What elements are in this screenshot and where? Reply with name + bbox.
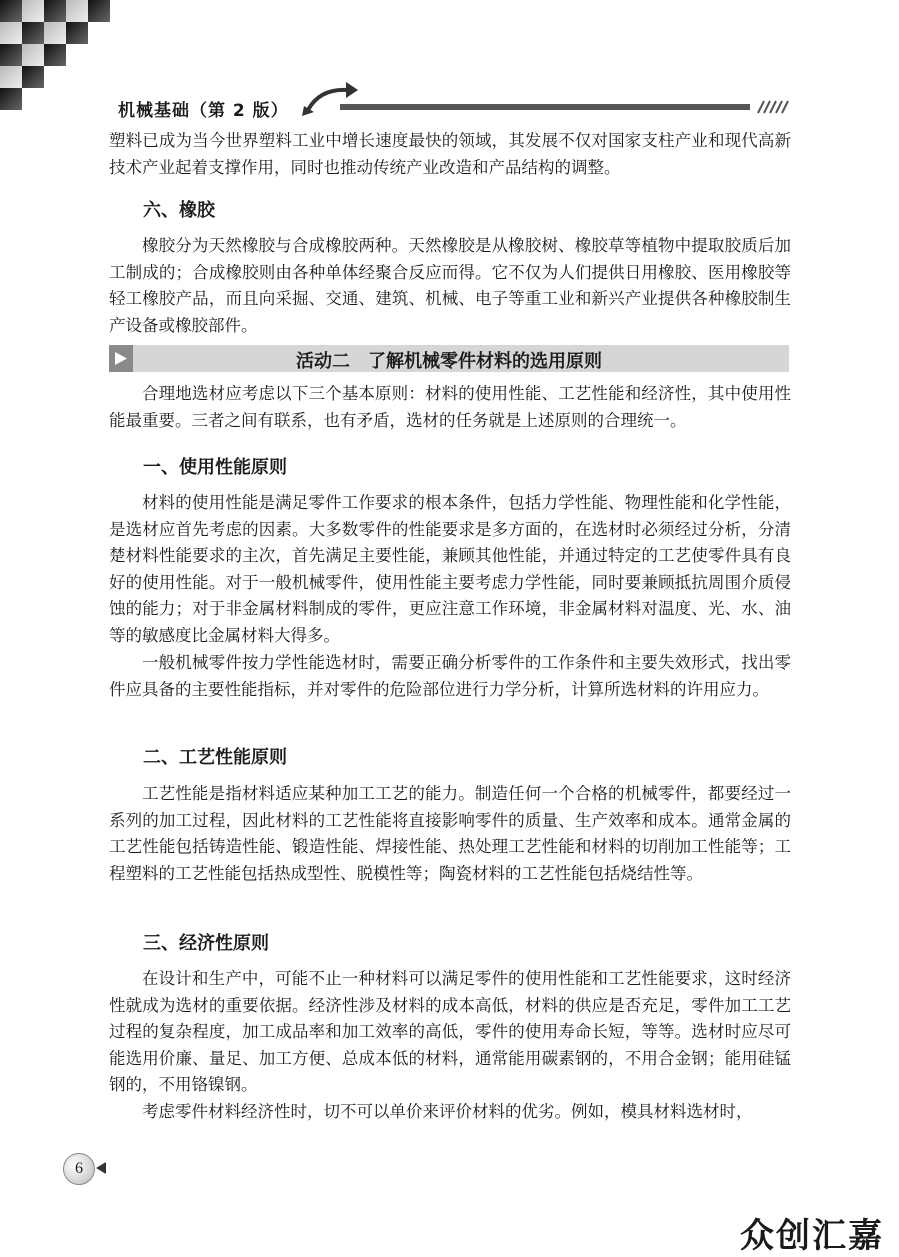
corner-checker-decoration — [0, 0, 130, 120]
heading-rubber: 六、橡胶 — [143, 200, 215, 221]
page-number: 6 — [63, 1153, 95, 1185]
intro-paragraph: 塑料已成为当今世界塑料工业中增长速度最快的领域，其发展不仅对国家支柱产业和现代高新技术产业起着支撑作用，同时也推动传统产业改造和产品结构的调整。 — [109, 131, 791, 177]
activity-title-bar — [109, 345, 789, 372]
page-pointer-icon — [96, 1162, 106, 1174]
heading-use-performance: 一、使用性能原则 — [143, 457, 287, 478]
use-performance-paragraph-1: 材料的使用性能是满足零件工作要求的根本条件，包括力学性能、物理性能和化学性能，是选材应首先考虑的因素。大多数零件的性能要求是多方面的，在选材时必须经过分析，分清楚材料性能要求的主次，首先满足主要性能，兼顾其他性能，并通过特定的工艺使零件具有良好的使用性能。对于一般机械零件，使用性能主要考虑力学性能，同时要兼顾抵抗周围介质侵蚀的能力；对于非金属材料制成的零件，更应注意工作环境，非金属材料对温度、光、水、油等的敏感度比金属材料大得多。 — [109, 493, 791, 645]
economy-paragraph-1: 在设计和生产中，可能不止一种材料可以满足零件的使用性能和工艺性能要求，这时经济性就成为选材的重要依据。经济性涉及材料的成本高低，材料的供应是否充足，零件加工工艺过程的复杂程度，加工成品率和加工效率的高低，零件的使用寿命长短，等等。选材时应尽可能选用价廉、量足、加工方便、总成本低的材料，通常能用碳素钢的，不用合金钢；能用硅锰钢的，不用铬镍钢。 — [109, 969, 791, 1094]
activity-title: 活动二 了解机械零件材料的选用原则 — [296, 351, 602, 372]
heading-process-performance: 二、工艺性能原则 — [143, 747, 287, 768]
heading-economy: 三、经济性原则 — [143, 933, 269, 954]
process-performance-paragraph: 工艺性能是指材料适应某种加工工艺的能力。制造任何一个合格的机械零件，都要经过一系列的加工过程，因此材料的工艺性能将直接影响零件的质量、生产效率和成本。通常金属的工艺性能包括铸造性能、锻造性能、焊接性能、热处理工艺性能和材料的切削加工性能等；工程塑料的工艺性能包括热成型性、脱模性等；陶瓷材料的工艺性能包括烧结性等。 — [109, 784, 791, 883]
use-performance-paragraph-2: 一般机械零件按力学性能选材时，需要正确分析零件的工作条件和主要失效形式，找出零件应具备的主要性能指标，并对零件的危险部位进行力学分析，计算所选材料的许用应力。 — [109, 653, 791, 699]
activity-intro-paragraph: 合理地选材应考虑以下三个基本原则：材料的使用性能、工艺性能和经济性，其中使用性能最重要。三者之间有联系，也有矛盾，选材的任务就是上述原则的合理统一。 — [109, 384, 791, 430]
header-rule — [340, 100, 790, 114]
economy-paragraph-2: 考虑零件材料经济性时，切不可以单价来评价材料的优劣。例如，模具材料选材时， — [142, 1102, 753, 1121]
rubber-paragraph: 橡胶分为天然橡胶与合成橡胶两种。天然橡胶是从橡胶树、橡胶草等植物中提取胶质后加工制成的；合成橡胶则由各种单体经聚合反应而得。它不仅为人们提供日用橡胶、医用橡胶等轻工橡胶产品，而且向采掘、交通、建筑、机械、电子等重工业和新兴产业提供各种橡胶制生产设备或橡胶部件。 — [109, 236, 791, 335]
watermark: 众创汇嘉 — [740, 1216, 884, 1256]
running-header-title: 机械基础（第 2 版） — [118, 101, 289, 121]
